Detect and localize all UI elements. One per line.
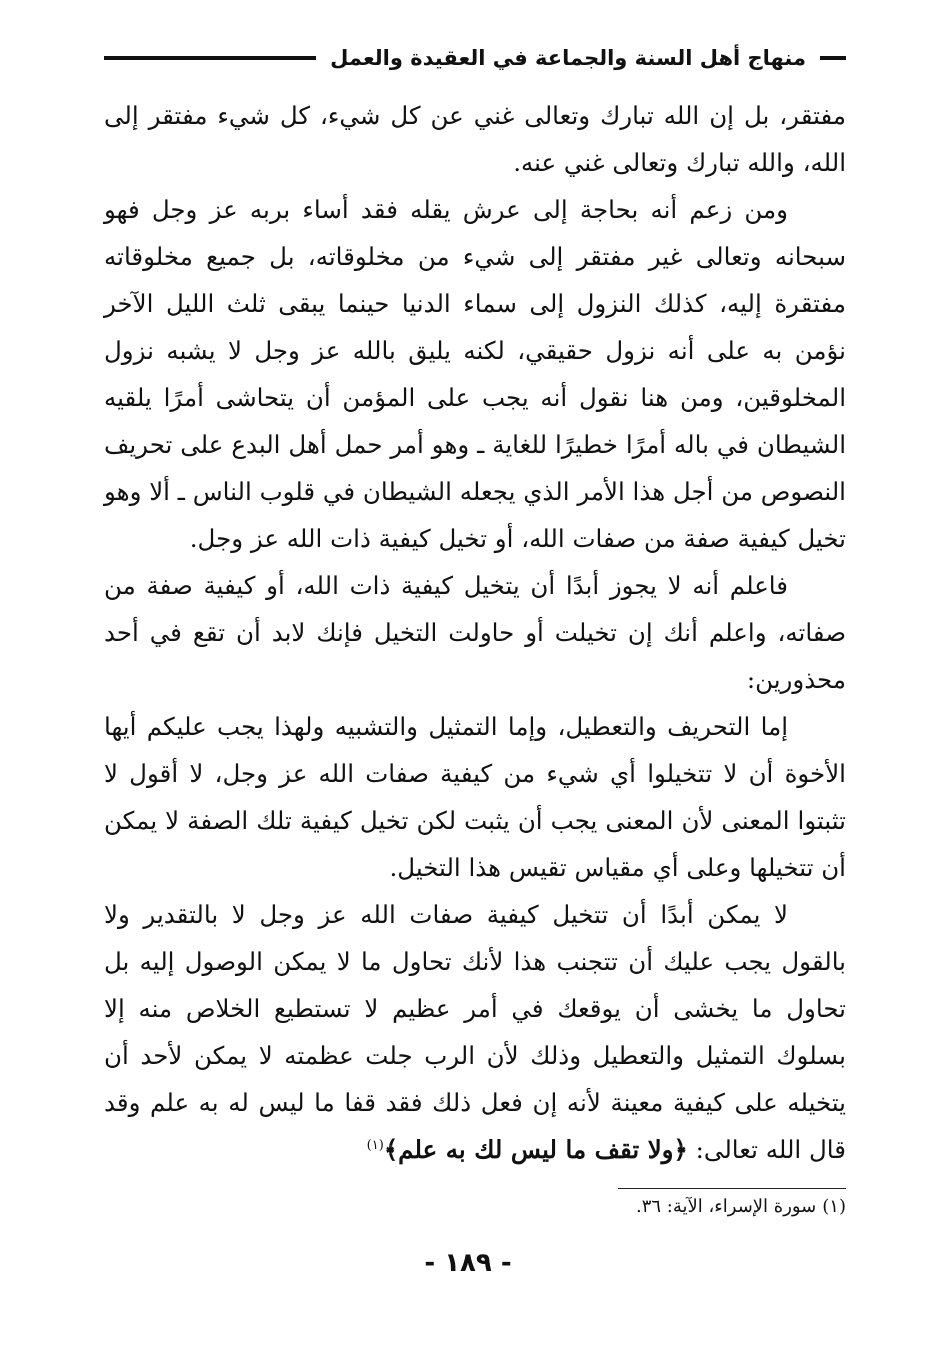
header-rule-right — [820, 56, 846, 60]
running-header — [104, 38, 846, 78]
header-title: منهاج أهل السنة والجماعة في العقيدة والعمل — [330, 46, 806, 70]
paragraph-5-text: لا يمكن أبدًا أن تتخيل كيفية صفات الله عز وجل لا بالتقدير ولا بالقول يجب عليك أن تتجنب هذا لأنك تحاول ما لا يمكن الوصول إليه بل تحاول ما يخشى أن يوقعك في أمر عظيم لا تستطيع الخلاص منه إلا بسلوك التمثيل والتعطيل وذلك لأن الرب جلت عظمته لا يمكن لأحد أن يتخيله على كيفية معينة لأنه إن فعل ذلك فقد قفا ما ليس له به علم وقد قال الله تعالى: — [104, 900, 846, 1164]
footnote-divider — [618, 1188, 846, 1189]
footnote-text: سورة الإسراء، الآية: ٣٦. — [635, 1196, 817, 1217]
paragraph-4: إما التحريف والتعطيل، وإما التمثيل والتشبيه ولهذا يجب عليكم أيها الأخوة أن لا تتخيلوا أي شيء من كيفية صفات الله عز وجل، لا أقول لا تثبتوا المعنى لأن المعنى يجب أن يثبت لكن تخيل كيفية تلك الصفة لا يمكن أن تتخيلها وعلى أي مقياس تقيس هذا التخيل. — [104, 712, 846, 882]
header-rule-left — [104, 56, 316, 60]
quran-verse: ﴿ولا تقف ما ليس لك به علم﴾ — [383, 1135, 688, 1164]
paragraph-2: ومن زعم أنه بحاجة إلى عرش يقله فقد أساء بربه عز وجل فهو سبحانه وتعالى غير مفتقر إلى شيء من مخلوقاته، بل جميع مخلوقاته مفتقرة إليه، كذلك النزول إلى سماء الدنيا حينما يبقى ثلث الليل الآخر نؤمن به على أنه نزول حقيقي، لكنه يليق بالله عز وجل لا يشبه نزول المخلوقين، ومن هنا نقول أنه يجب على المؤمن أن يتحاشى أمرًا يلقيه الشيطان في باله أمرًا خطيرًا للغاية ـ وهو أمر حمل أهل البدع على تحريف النصوص من أجل هذا الأمر الذي يجعله الشيطان في قلوب الناس ـ ألا وهو تخيل كيفية صفة من صفات الله، أو تخيل كيفية ذات الله عز وجل. — [104, 195, 846, 553]
page-number: - ١٨٩ - — [424, 1248, 512, 1278]
footnote-reference: (١) — [366, 1137, 384, 1153]
paragraph-5 — [104, 891, 846, 1173]
body-text — [104, 92, 846, 1173]
footnote-marker: (١) — [822, 1196, 846, 1217]
paragraph-1: مفتقر، بل إن الله تبارك وتعالى غني عن كل شيء، كل شيء مفتقر إلى الله، والله تبارك وتعالى غني عنه. — [104, 101, 846, 177]
footnote — [104, 1192, 846, 1222]
paragraph-3: فاعلم أنه لا يجوز أبدًا أن يتخيل كيفية ذات الله، أو كيفية صفة من صفاته، واعلم أنك إن تخيلت أو حاولت التخيل فإنك لابد أن تقع في أحد محذورين: — [104, 571, 846, 694]
